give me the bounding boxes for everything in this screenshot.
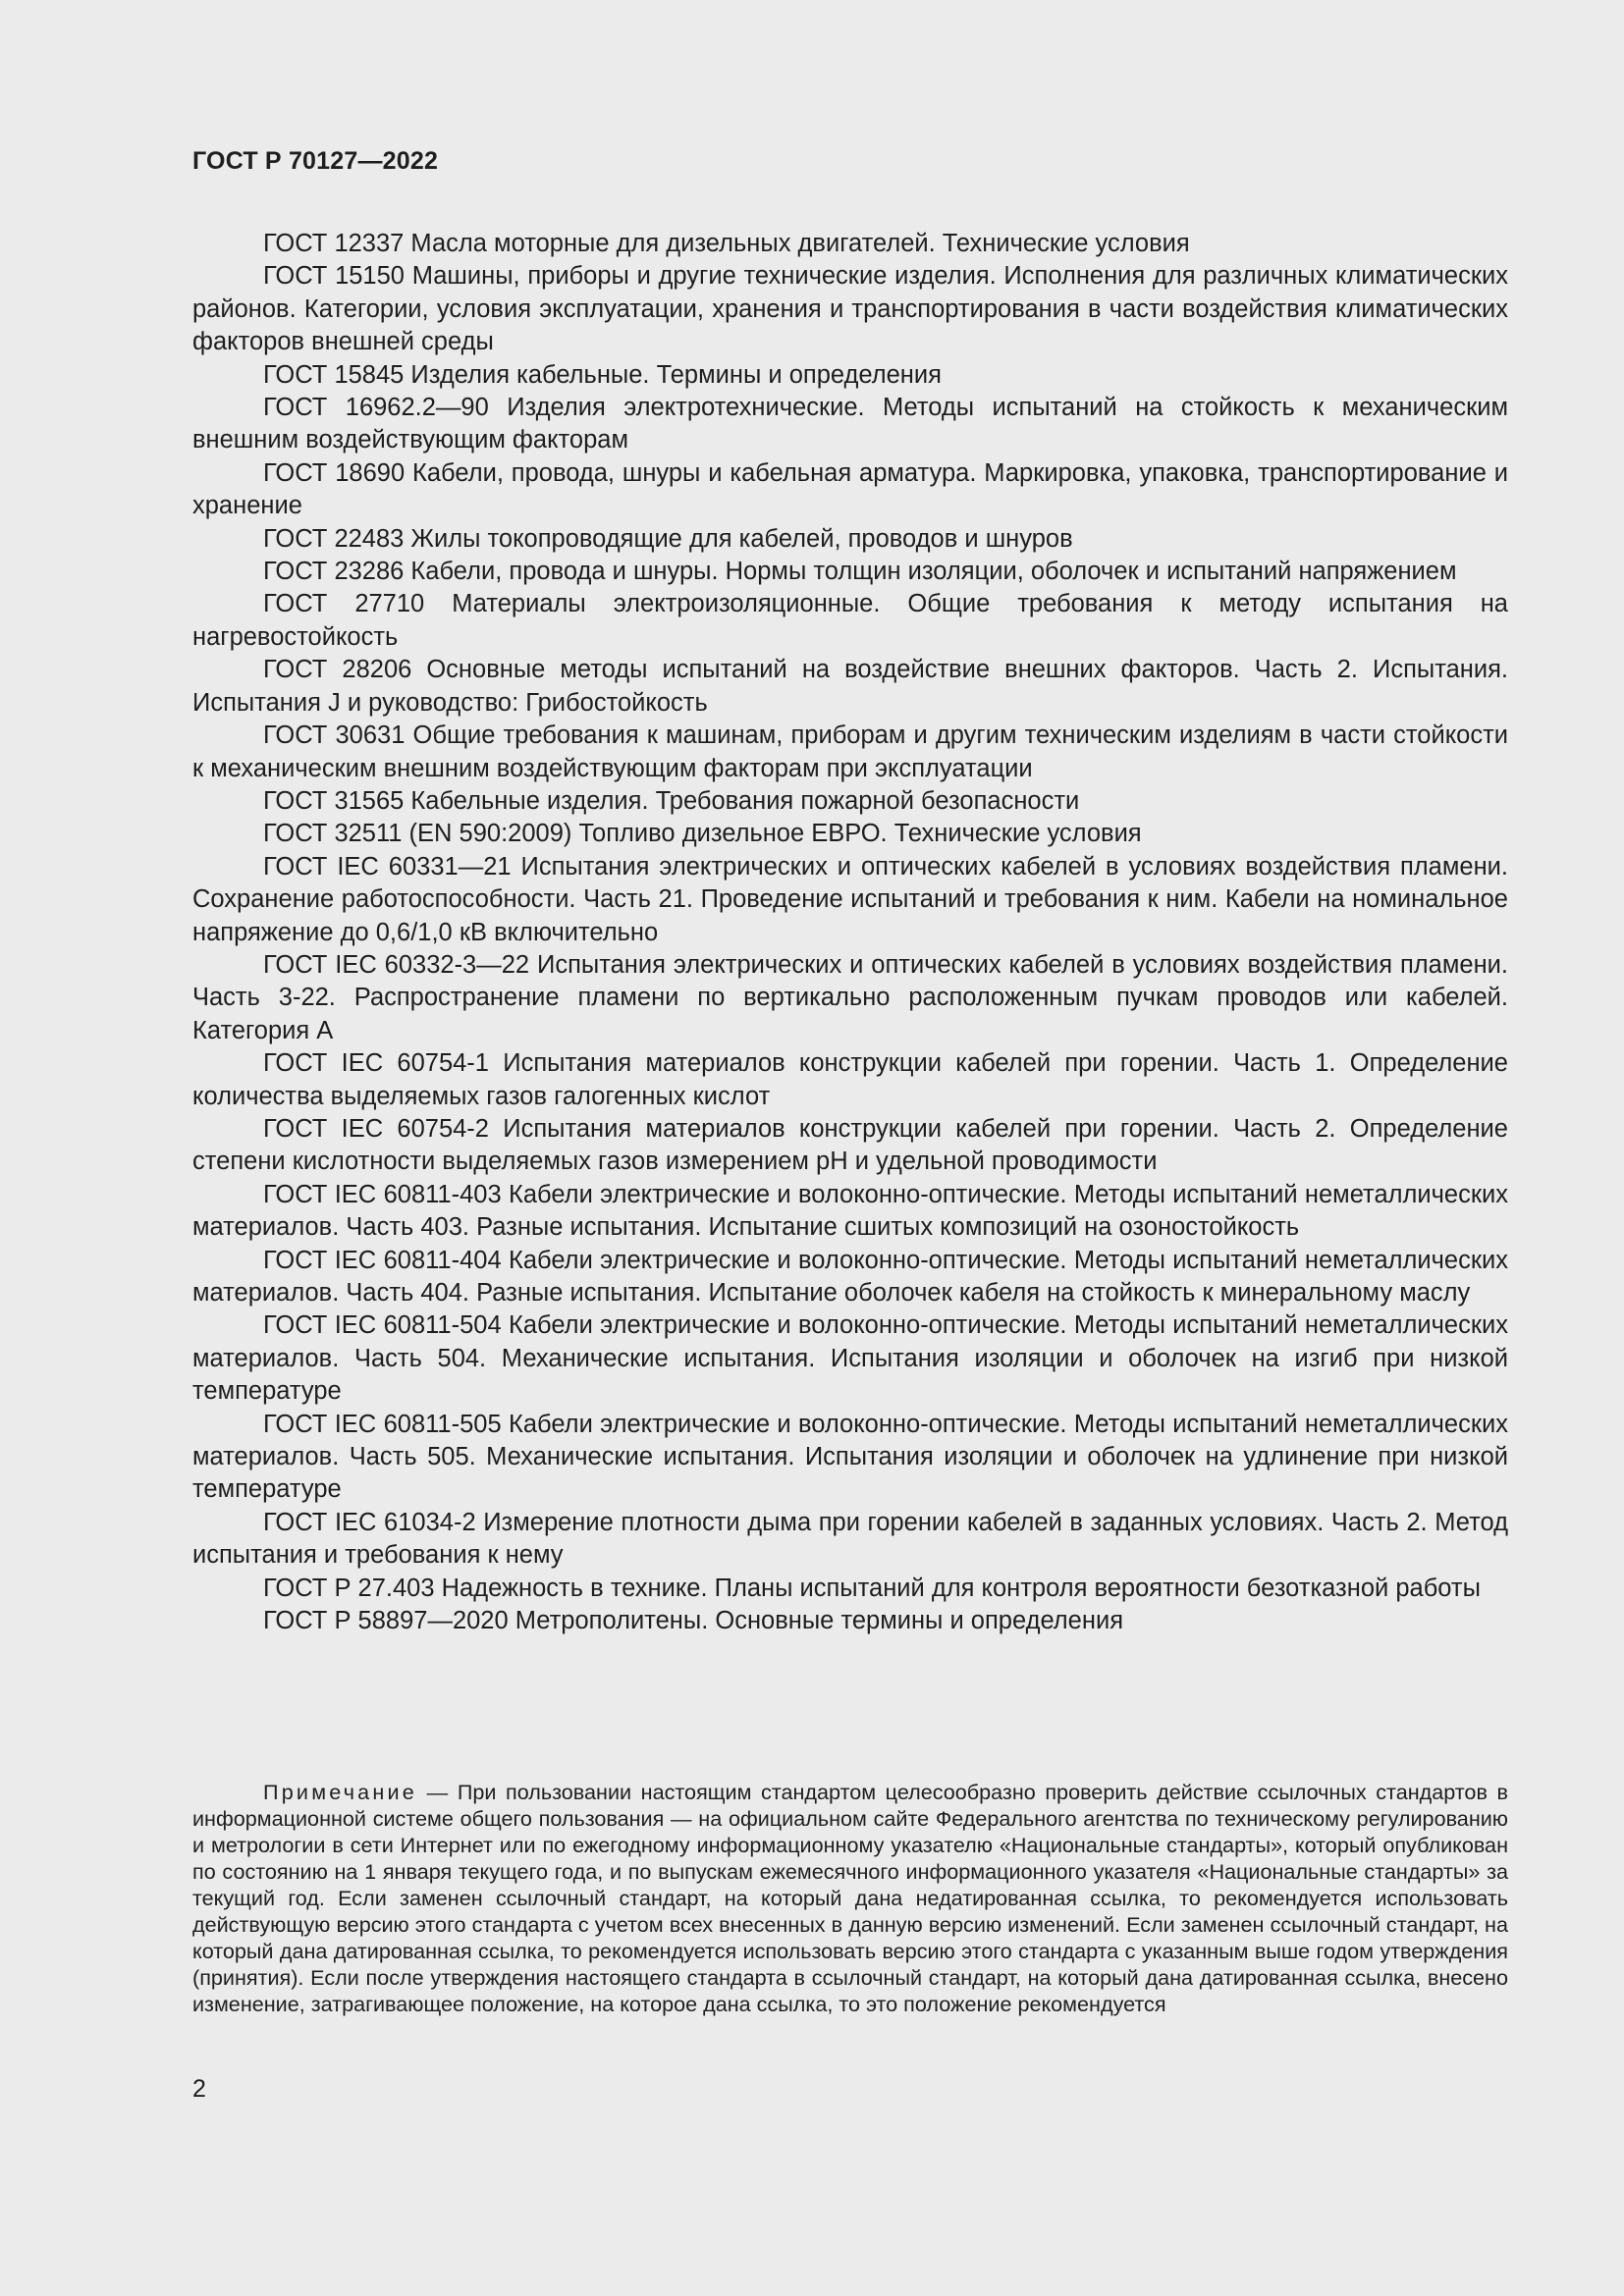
document-header: ГОСТ Р 70127—2022 xyxy=(192,147,439,175)
reference-item: ГОСТ 22483 Жилы токопроводящие для кабелей, проводов и шнуров xyxy=(263,524,1073,553)
reference-item: ГОСТ IEC 60811-403 Кабели электрические и волоконно-оптические. Методы испытаний неметаллических материалов. Часть 403. Разные испытания. Испытание сшитых композиций на озоностойкость xyxy=(192,1180,1508,1242)
reference-item: ГОСТ Р 58897—2020 Метрополитены. Основные термины и определения xyxy=(263,1607,1124,1635)
note-label: Примечание xyxy=(263,1780,417,1804)
reference-item: ГОСТ 31565 Кабельные изделия. Требования пожарной безопасности xyxy=(263,786,1080,815)
reference-item: ГОСТ IEC 60811-504 Кабели электрические и волоконно-оптические. Методы испытаний неметаллических материалов. Часть 504. Механические испытания. Испытания изоляции и оболочек на изгиб при низкой температуре xyxy=(192,1311,1508,1406)
note-paragraph xyxy=(192,1779,1508,2017)
reference-item: ГОСТ Р 27.403 Надежность в технике. Планы испытаний для контроля вероятности безотказной работы xyxy=(263,1574,1481,1602)
reference-item: ГОСТ 16962.2—90 Изделия электротехнические. Методы испытаний на стойкость к механическим внешним воздействующим факторам xyxy=(192,394,1508,454)
normative-references-list xyxy=(192,228,1508,1637)
reference-item: ГОСТ 15845 Изделия кабельные. Термины и определения xyxy=(263,360,942,389)
reference-item: ГОСТ 30631 Общие требования к машинам, приборам и другим техническим изделиям в части стойкости к механическим внешним воздействующим факторам при эксплуатации xyxy=(192,721,1508,782)
reference-item: ГОСТ IEC 61034-2 Измерение плотности дыма при горении кабелей в заданных условиях. Часть 2. Метод испытания и требования к нему xyxy=(192,1508,1508,1570)
note-text: — При пользовании настоящим стандартом целесообразно проверить действие ссылочных стандартов в информационной системе общего пользования — на официальном сайте Федерального агентства по техническому регулированию и метрологии в сети Интернет или по ежегодному информационному указателю «Национальные стандарты», который опубликован по состоянию на 1 января текущего года, и по выпускам ежемесячного информационного указателя «Национальные стандарты» за текущий год. Если заменен ссылочный стандарт, на который дана недатированная ссылка, то рекомендуется использовать действующую версию этого стандарта с учетом всех внесенных в данную версию изменений. Если заменен ссылочный стандарт, на который дана датированная ссылка, то рекомендуется использовать версию этого стандарта с указанным выше годом утверждения (принятия). Если после утверждения настоящего стандарта в ссылочный стандарт, на который дана датированная ссылка, внесено изменение, затрагивающее положение, на которое дана ссылка, то это положение рекомендуется xyxy=(192,1780,1508,2016)
reference-item: ГОСТ IEC 60754-1 Испытания материалов конструкции кабелей при горении. Часть 1. Определение количества выделяемых газов галогенных кислот xyxy=(192,1049,1508,1110)
reference-item: ГОСТ IEC 60811-505 Кабели электрические и волоконно-оптические. Методы испытаний неметаллических материалов. Часть 505. Механические испытания. Испытания изоляции и оболочек на удлинение при низкой температуре xyxy=(192,1410,1508,1504)
reference-item: ГОСТ 27710 Материалы электроизоляционные. Общие требования к методу испытания на нагревостойкость xyxy=(192,590,1508,651)
reference-item: ГОСТ IEC 60331—21 Испытания электрических и оптических кабелей в условиях воздействия пламени. Сохранение работоспособности. Часть 21. Проведение испытаний и требования к ним. Кабели на номинальное напряжение до 0,6/1,0 кВ включительно xyxy=(192,852,1508,946)
reference-item: ГОСТ 18690 Кабели, провода, шнуры и кабельная арматура. Маркировка, упаковка, транспортирование и хранение xyxy=(192,458,1508,520)
reference-item: ГОСТ IEC 60811-404 Кабели электрические и волоконно-оптические. Методы испытаний неметаллических материалов. Часть 404. Разные испытания. Испытание оболочек кабеля на стойкость к минеральному маслу xyxy=(192,1246,1508,1307)
reference-item: ГОСТ 32511 (EN 590:2009) Топливо дизельное ЕВРО. Технические условия xyxy=(263,820,1142,848)
reference-item: ГОСТ 28206 Основные методы испытаний на воздействие внешних факторов. Часть 2. Испытания. Испытания J и руководство: Грибостойкость xyxy=(192,656,1508,717)
reference-item: ГОСТ IEC 60754-2 Испытания материалов конструкции кабелей при горении. Часть 2. Определение степени кислотности выделяемых газов измерением pH и удельной проводимости xyxy=(192,1114,1508,1176)
reference-item: ГОСТ 23286 Кабели, провода и шнуры. Нормы толщин изоляции, оболочек и испытаний напряжением xyxy=(263,558,1457,586)
reference-item: ГОСТ 12337 Масла моторные для дизельных двигателей. Технические условия xyxy=(263,230,1190,257)
reference-item: ГОСТ 15150 Машины, приборы и другие технические изделия. Исполнения для различных климатических районов. Категории, условия эксплуатации, хранения и транспортирования в части воздействия климатических факторов внешней среды xyxy=(192,262,1508,356)
page-number: 2 xyxy=(192,2075,206,2103)
reference-item: ГОСТ IEC 60332-3—22 Испытания электрических и оптических кабелей в условиях воздействия пламени. Часть 3-22. Распространение пламени по вертикально расположенным пучкам проводов или кабелей. Категория А xyxy=(192,950,1508,1044)
